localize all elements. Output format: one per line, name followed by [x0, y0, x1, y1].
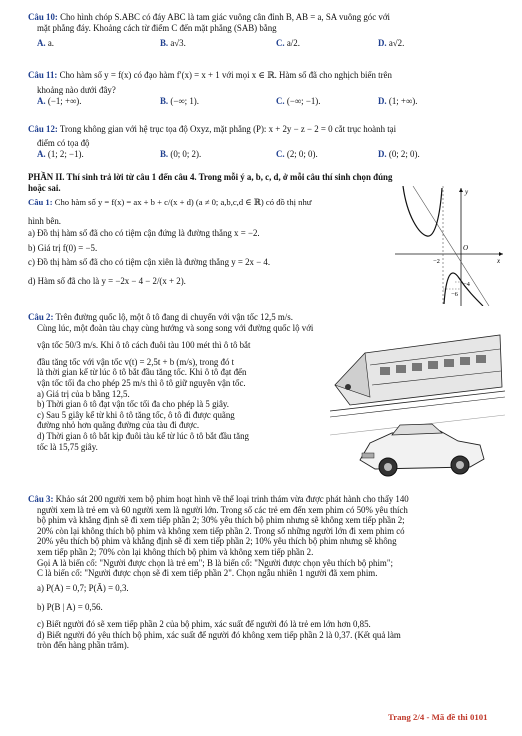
x-axis-arrow-icon: [499, 252, 503, 256]
part-2-heading-line: PHẦN II. Thí sinh trả lời từ câu 1 đến câu 4. Trong mỗi ý a, b, c, d, ở mỗi câu thí sinh chọn đúng: [28, 172, 393, 182]
statement-c-cont: đường nhỏ hơn quãng đường của tàu đi được.: [37, 420, 200, 431]
question-text: C là biến cố: "Người được chọn sẽ đi xem tiếp phần 2". Chọn ngẫu nhiên 1 người đã xem phim.: [37, 568, 378, 579]
option-b[interactable]: B. (0; 0; 2).: [160, 149, 202, 160]
statement-c[interactable]: c) Biết người đó sẽ xem tiếp phần 2 của bộ phim, xác suất để người đó là trẻ em lớn hơn 0,85.: [37, 618, 371, 629]
question-text: vận tốc tối đa cho phép 25 m/s thì ô tô giữ nguyên vận tốc.: [37, 377, 246, 388]
statement-d[interactable]: d) Biết người đó yêu thích bộ phim, xác suất để người đó không xem tiếp phần 2 là 0,37. (Kết quả làm: [37, 629, 401, 640]
x-axis-label: x: [497, 257, 501, 265]
question-text: xem tiếp phần 2; 70% còn lại không thích bộ phim và không xem tiếp phần 2.: [37, 546, 314, 557]
question-label: Câu 12:: [28, 124, 58, 134]
tick-label-minus-4: −4: [463, 281, 470, 288]
question-label: Câu 11:: [28, 70, 58, 80]
statement-c[interactable]: c) Sau 5 giây kể từ khi ô tô tăng tốc, ô tô đi được quãng: [37, 409, 235, 420]
question-text: là thời gian kể từ lúc ô tô bắt đầu tăng tốc. Khi ô tô đạt đến: [37, 367, 247, 378]
question-text: hình bên.: [28, 215, 62, 226]
page-footer: Trang 2/4 - Mã đề thi 0101: [388, 712, 488, 722]
question-text: Trên đường quốc lộ, một ô tô đang di chuyển với vận tốc 12,5 m/s.: [55, 312, 293, 322]
function-graph: [395, 186, 505, 306]
statement-d[interactable]: d) Thời gian ô tô bắt kịp đuôi tàu kể từ lúc ô tô bắt đầu tăng: [37, 430, 249, 441]
question-text: điểm có tọa độ: [37, 137, 90, 148]
y-axis-arrow-icon: [459, 188, 463, 192]
statement-d-cont: tròn đến hàng phần trăm).: [37, 640, 129, 651]
option-a[interactable]: A. a.: [37, 38, 55, 49]
answer-options: [28, 38, 498, 50]
option-b[interactable]: B. a√3.: [160, 38, 186, 49]
question-text: Cho hàm số y = f(x) = ax + b + c/(x + d) (a ≠ 0; a,b,c,d ∈ ℝ) có đồ thị như: [54, 197, 312, 207]
question-text: mặt phẳng đáy. Khoảng cách từ điểm C đến mặt phẳng (SAB) bằng: [37, 22, 277, 33]
tick-label-minus-2: −2: [433, 258, 440, 265]
curve-left-branch: [403, 186, 442, 236]
question-label: Câu 10:: [28, 12, 58, 22]
statement-d-cont: tốc là 15,75 giây.: [37, 441, 98, 452]
question-text: người xem là trẻ em và 60 người xem là người lớn. Trong số các trẻ em đến xem phim có 50% yêu thích: [37, 504, 408, 515]
option-c[interactable]: C. (−∞; −1).: [276, 96, 321, 107]
train-car-illustration: [330, 325, 505, 485]
option-c[interactable]: C. a/2.: [276, 38, 300, 49]
answer-options: [28, 96, 498, 108]
statement-b[interactable]: b) Giá trị f(0) = −5.: [28, 242, 98, 253]
option-d[interactable]: D. a√2.: [378, 38, 405, 49]
part-2-heading-line: hoặc sai.: [28, 182, 61, 193]
option-a[interactable]: A. (1; 2; −1).: [37, 149, 84, 160]
question-text: 20% yêu thích bộ phim và khẳng định sẽ đi xem tiếp phần 2; 10% yêu thích bộ phim nhưng sẽ không: [37, 536, 397, 547]
question-text: bộ phim và khẳng định sẽ đi xem tiếp phần 2; 30% yêu thích bộ phim nhưng sẽ không xem tiếp phần 2;: [37, 515, 405, 526]
y-axis-label: y: [465, 188, 469, 196]
option-c[interactable]: C. (2; 0; 0).: [276, 149, 318, 160]
option-b[interactable]: B. (−∞; 1).: [160, 96, 199, 107]
answer-options: [28, 149, 498, 161]
question-text: Cho hàm số y = f(x) có đạo hàm f′(x) = x + 1 với mọi x ∈ ℝ. Hàm số đã cho nghịch biến trên: [59, 70, 392, 80]
origin-label: O: [463, 244, 469, 252]
question-text: đầu tăng tốc với vận tốc v(t) = 2,5t + b (m/s), trong đó t: [37, 356, 235, 367]
oblique-asymptote: [413, 186, 489, 306]
option-d[interactable]: D. (1; +∞).: [378, 96, 418, 107]
question-label: Câu 2:: [28, 312, 54, 322]
car-image: [360, 424, 484, 476]
train-image: [330, 335, 505, 417]
question-text: Trong không gian với hệ trục tọa độ Oxyz, mặt phẳng (P): x + 2y − z − 2 = 0 cắt trục hoành tại: [59, 124, 397, 134]
statement-a[interactable]: a) P(A) = 0,7; P(Ā) = 0,3.: [37, 582, 129, 593]
question-text: Cùng lúc, một đoàn tàu chạy cùng hướng và song song với đường quốc lộ với: [37, 322, 314, 333]
question-11: [28, 70, 498, 108]
option-d[interactable]: D. (0; 2; 0).: [378, 149, 420, 160]
statement-a[interactable]: a) Đồ thị hàm số đã cho có tiệm cận đứng là đường thẳng x = −2.: [28, 228, 260, 239]
question-text: Gọi A là biến cố: "Người được chọn là trẻ em"; B là biến cố: "Người được chọn yêu thích bộ phim";: [37, 557, 393, 568]
question-text: Khảo sát 200 người xem bộ phim hoạt hình về thể loại trinh thám vừa được phát hành cho thấy 140: [55, 494, 409, 504]
question-text: 20% còn lại không thích bộ phim và không xem tiếp phần 2. Trong số những người lớn đi xem phim có: [37, 525, 405, 536]
statement-a[interactable]: a) Giá trị của b bằng 12,5.: [37, 388, 130, 399]
option-a[interactable]: A. (−1; +∞).: [37, 96, 82, 107]
question-text: khoảng nào dưới đây?: [37, 84, 116, 95]
question-text: Cho hình chóp S.ABC có đáy ABC là tam giác vuông cân đỉnh B, AB = a, SA vuông góc với: [60, 12, 390, 22]
question-12: [28, 124, 498, 161]
statement-d[interactable]: d) Hàm số đã cho là y = −2x − 4 − 2/(x + 2).: [28, 275, 186, 286]
tf-question-1: [28, 197, 393, 287]
question-label: Câu 3:: [28, 494, 54, 504]
tf-question-3: [28, 494, 503, 651]
statement-b[interactable]: b) P(B | A) = 0,56.: [37, 602, 103, 613]
statement-b[interactable]: b) Thời gian ô tô đạt vận tốc tối đa cho phép là 5 giây.: [37, 399, 230, 410]
question-10: [28, 12, 498, 50]
curve-right-branch: [444, 273, 483, 306]
question-text: vận tốc 50/3 m/s. Khi ô tô cách đuôi tàu 100 mét thì ô tô bắt: [37, 340, 251, 351]
tick-label-minus-6: −6: [451, 291, 458, 298]
question-label: Câu 1:: [28, 197, 53, 207]
statement-c[interactable]: c) Đồ thị hàm số đã cho có tiệm cận xiên là đường thẳng y = 2x − 4.: [28, 257, 271, 268]
